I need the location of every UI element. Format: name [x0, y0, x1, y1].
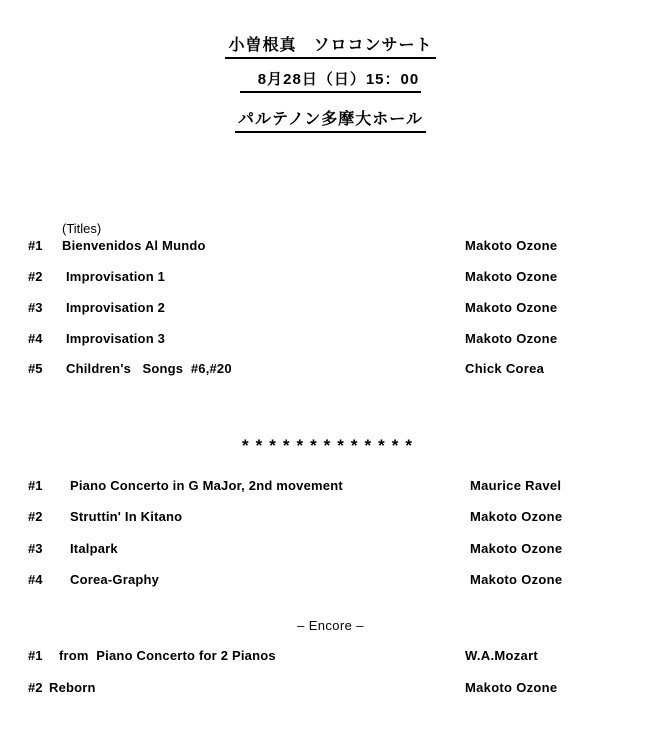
row-title: Struttin' In Kitano [70, 509, 183, 524]
program-row [0, 681, 661, 697]
concert-title [0, 36, 661, 59]
row-title: from Piano Concerto for 2 Pianos [59, 648, 276, 663]
concert-venue-text: パルテノン多摩大ホール [235, 110, 426, 133]
row-number: #3 [28, 300, 43, 315]
row-composer: Makoto Ozone [470, 541, 563, 556]
row-number: #3 [28, 541, 43, 556]
row-composer: Makoto Ozone [465, 238, 558, 253]
row-number: #2 [28, 680, 43, 695]
concert-datetime [0, 71, 661, 93]
program-row [0, 332, 661, 348]
concert-datetime-text: 8月28日（日）15：00 [240, 71, 421, 93]
program-row [0, 649, 661, 665]
row-composer: Chick Corea [465, 361, 545, 376]
row-composer: Makoto Ozone [465, 680, 558, 695]
program-row [0, 362, 661, 378]
row-title: Reborn [49, 680, 96, 695]
row-composer: Makoto Ozone [465, 269, 558, 284]
program-row [0, 573, 661, 589]
row-number: #1 [28, 648, 43, 663]
program-row [0, 301, 661, 317]
row-composer: Makoto Ozone [465, 300, 558, 315]
row-composer: Makoto Ozone [470, 572, 563, 587]
encore-label: – Encore – [297, 618, 364, 633]
row-number: #4 [28, 572, 43, 587]
row-title: Italpark [70, 541, 118, 556]
row-title: Improvisation 3 [66, 331, 166, 346]
concert-title-text: 小曽根真 ソロコンサート [225, 36, 435, 59]
row-number: #4 [28, 331, 43, 346]
row-number: #5 [28, 361, 43, 376]
row-title: Bienvenidos Al Mundo [62, 238, 206, 253]
row-title: Improvisation 2 [66, 300, 166, 315]
row-title: Improvisation 1 [66, 269, 166, 284]
program-row [0, 542, 661, 558]
row-composer: Makoto Ozone [465, 331, 558, 346]
concert-venue [0, 110, 661, 133]
row-composer: Maurice Ravel [470, 478, 562, 493]
section-divider-asterisks: ************* [241, 436, 419, 455]
row-title: Piano Concerto in G MaJor, 2nd movement [70, 478, 343, 493]
row-composer: Makoto Ozone [470, 509, 563, 524]
row-number: #2 [28, 509, 43, 524]
row-number: #1 [28, 238, 43, 253]
program-row [0, 270, 661, 286]
row-title: Corea-Graphy [70, 572, 160, 587]
program-row [0, 239, 661, 255]
row-number: #1 [28, 478, 43, 493]
row-title: Children's Songs #6,#20 [66, 361, 232, 376]
row-number: #2 [28, 269, 43, 284]
program-row [0, 510, 661, 526]
row-composer: W.A.Mozart [465, 648, 539, 663]
titles-label: (Titles) [62, 221, 102, 236]
program-row [0, 479, 661, 495]
